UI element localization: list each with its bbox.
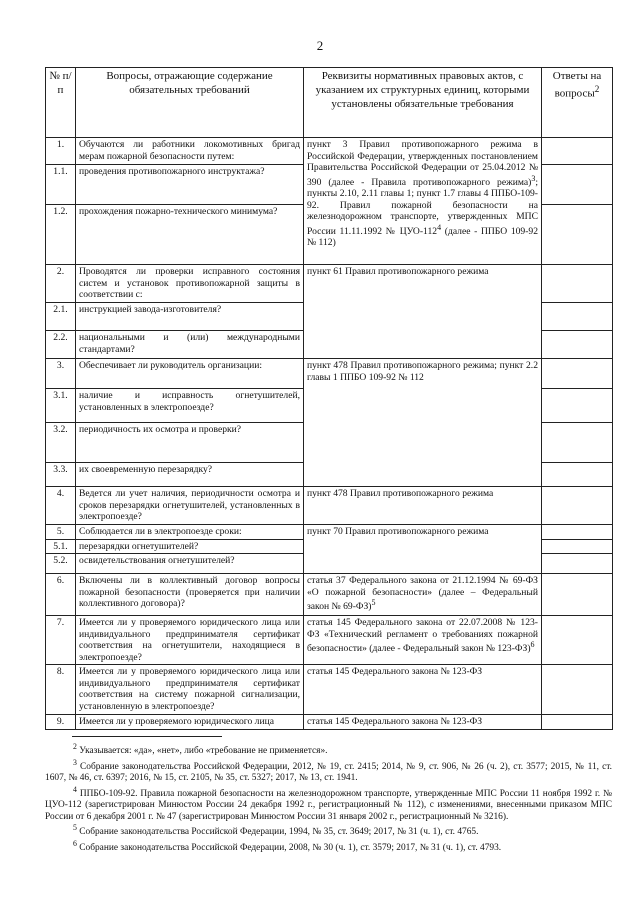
footnote-text: Собрание законодательства Российской Федерации, 2008, № 30 (ч. 1), ст. 3579; 2017, № 31 (ч. 1), ст. 4793. xyxy=(76,842,502,853)
footnote-ref: 3 xyxy=(531,173,536,183)
row-question: Имеется ли у проверяемого юридического лица xyxy=(76,715,304,730)
row-number: 6. xyxy=(46,574,76,616)
row-number: 9. xyxy=(46,715,76,730)
row-question: Обеспечивает ли руководитель организации: xyxy=(76,359,304,389)
footnote xyxy=(45,839,612,855)
answer-cell[interactable] xyxy=(542,331,613,359)
requisites-cell xyxy=(304,616,542,665)
row-number: 3.2. xyxy=(46,423,76,463)
row-number: 3.1. xyxy=(46,389,76,423)
header-requisites: Реквизиты нормативных правовых актов, с указанием их структурных единиц, которыми установлены обязательные требования xyxy=(304,68,542,138)
footnote-ref: 2 xyxy=(594,83,600,94)
answer-cell[interactable] xyxy=(542,165,613,205)
row-question: Включены ли в коллективный договор вопросы пожарной безопасности (проверяется при наличии коллективного договора)? xyxy=(76,574,304,616)
footnote-text: ППБО-109-92. Правила пожарной безопасности на железнодорожном транспорте, утвержденные МПС России 11 ноября 1992 г. № ЦУО-112 (зарегистрирован Минюстом России 24 декабря 1992 г., регистрационный № 112), с изменениями, внесенными приказом МПС России от 6 декабря 2001 г. № 47 (зарегистрирован Минюстом России 31 января 2002 г., регистрационный № 3216). xyxy=(45,788,612,822)
footnote-text: Собрание законодательства Российской Федерации, 2012, № 19, ст. 2415; 2014, № 9, ст. 906, № 26 (ч. 2), ст. 3577; 2015, № 11, ст. 1607, № 46, ст. 6397; 2016, № 15, ст. 2105, № 35, ст. 5327; 2017, № 13, ст. 1941. xyxy=(45,761,612,784)
requisites-text: пункт 3 Правил противопожарного режима в Российской Федерации, утвержденных постановлением Правительства Российской Федерации от 25.04.2012 № 390 (далее - Правила противопожарного режима) xyxy=(307,139,538,188)
answer-cell[interactable] xyxy=(542,574,613,616)
table-row xyxy=(46,665,613,715)
requisites-cell: пункт 478 Правил противопожарного режима; пункт 2.2 главы 1 ППБО 109-92 № 112 xyxy=(304,359,542,487)
requisites-text: статья 145 Федерального закона от 22.07.2008 № 123-ФЗ «Технический регламент о требованиях пожарной безопасности» (далее - Федеральный закон № 123-ФЗ) xyxy=(307,617,538,655)
answer-cell[interactable] xyxy=(542,463,613,487)
row-number: 1.2. xyxy=(46,205,76,265)
table-row xyxy=(46,616,613,665)
row-number: 2.1. xyxy=(46,303,76,331)
requisites-cell xyxy=(304,138,542,265)
requisites-cell: пункт 478 Правил противопожарного режима xyxy=(304,487,542,525)
header-answers-text: Ответы на вопросы xyxy=(552,70,602,100)
row-question: Проводятся ли проверки исправного состояния систем и установок противопожарной защиты в соответствии с: xyxy=(76,265,304,303)
row-number: 4. xyxy=(46,487,76,525)
answer-cell[interactable] xyxy=(542,303,613,331)
row-number: 5.2. xyxy=(46,554,76,574)
row-question: их своевременную перезарядку? xyxy=(76,463,304,487)
row-number: 2. xyxy=(46,265,76,303)
requisites-cell: пункт 70 Правил противопожарного режима xyxy=(304,525,542,574)
header-question: Вопросы, отражающие содержание обязательных требований xyxy=(76,68,304,138)
row-number: 1.1. xyxy=(46,165,76,205)
row-number: 5.1. xyxy=(46,539,76,554)
table-row xyxy=(46,715,613,730)
requisites-cell: статья 145 Федерального закона № 123-ФЗ xyxy=(304,715,542,730)
row-number: 5. xyxy=(46,525,76,540)
row-question: освидетельствования огнетушителей? xyxy=(76,554,304,574)
answer-cell[interactable] xyxy=(542,205,613,265)
row-question: проведения противопожарного инструктажа? xyxy=(76,165,304,205)
row-number: 8. xyxy=(46,665,76,715)
row-question: наличие и исправность огнетушителей, установленных в электропоезде? xyxy=(76,389,304,423)
row-number: 1. xyxy=(46,138,76,165)
requirements-table xyxy=(45,67,613,730)
answer-cell[interactable] xyxy=(542,554,613,574)
row-number: 3. xyxy=(46,359,76,389)
table-row xyxy=(46,359,613,389)
requisites-cell: пункт 61 Правил противопожарного режима xyxy=(304,265,542,359)
page-number: 2 xyxy=(316,38,324,53)
row-question: Ведется ли учет наличия, периодичности осмотра и сроков перезарядки огнетушителей, установленных в электропоезде? xyxy=(76,487,304,525)
answer-cell[interactable] xyxy=(542,138,613,165)
answer-cell[interactable] xyxy=(542,539,613,554)
footnote xyxy=(45,758,612,785)
table-row xyxy=(46,525,613,540)
footnote xyxy=(45,742,612,758)
answer-cell[interactable] xyxy=(542,389,613,423)
footnote-text: Указывается: «да», «нет», либо «требование не применяется». xyxy=(76,746,328,757)
answer-cell[interactable] xyxy=(542,525,613,540)
table-header-row xyxy=(46,68,613,138)
footnote-mark: 6 xyxy=(73,838,77,848)
footnote-mark: 3 xyxy=(73,757,77,767)
table-row xyxy=(46,487,613,525)
footnote-ref: 6 xyxy=(530,640,535,649)
row-question: прохождения пожарно-технического минимума? xyxy=(76,205,304,265)
answer-cell[interactable] xyxy=(542,487,613,525)
row-number: 3.3. xyxy=(46,463,76,487)
row-number: 2.2. xyxy=(46,331,76,359)
requisites-cell: статья 145 Федерального закона № 123-ФЗ xyxy=(304,665,542,715)
answer-cell[interactable] xyxy=(542,359,613,389)
header-answers xyxy=(542,68,613,138)
row-question: перезарядки огнетушителей? xyxy=(76,539,304,554)
footnote-mark: 5 xyxy=(73,823,77,833)
table-row xyxy=(46,265,613,303)
footnote-divider xyxy=(72,736,222,737)
requisites-cell xyxy=(304,574,542,616)
row-question: Имеется ли у проверяемого юридического лица или индивидуального предпринимателя сертификат соответствия на систему пожарной сигнализации, установленную в электропоезде? xyxy=(76,665,304,715)
answer-cell[interactable] xyxy=(542,616,613,665)
footnote xyxy=(45,823,612,839)
footnote-ref: 5 xyxy=(371,598,376,607)
footnote xyxy=(45,785,612,824)
footnote-mark: 2 xyxy=(73,742,77,751)
footnotes xyxy=(45,742,612,854)
answer-cell[interactable] xyxy=(542,423,613,463)
row-number: 7. xyxy=(46,616,76,665)
requisites-text: статья 37 Федерального закона от 21.12.1994 № 69-ФЗ «О пожарной безопасности» (далее – Федеральный закон № 69-ФЗ) xyxy=(307,575,538,613)
answer-cell[interactable] xyxy=(542,715,613,730)
row-question: Имеется ли у проверяемого юридического лица или индивидуального предпринимателя сертификат соответствия на огнетушители, находящиеся в электропоезде? xyxy=(76,616,304,665)
requisites-text: (далее - ППБО 109-92 № 112) xyxy=(307,225,538,249)
answer-cell[interactable] xyxy=(542,665,613,715)
answer-cell[interactable] xyxy=(542,265,613,303)
row-question: Обучаются ли работники локомотивных бригад мерам пожарной безопасности путем: xyxy=(76,138,304,165)
row-question: инструкцией завода-изготовителя? xyxy=(76,303,304,331)
table-row xyxy=(46,138,613,165)
table-row xyxy=(46,574,613,616)
row-question: национальными и (или) международными стандартами? xyxy=(76,331,304,359)
footnote-text: Собрание законодательства Российской Федерации, 1994, № 35, ст. 3649; 2017, № 31 (ч. 1), ст. 4765. xyxy=(76,827,479,838)
footnote-ref: 4 xyxy=(437,222,442,232)
row-question: Соблюдается ли в электропоезде сроки: xyxy=(76,525,304,540)
row-question: периодичность их осмотра и проверки? xyxy=(76,423,304,463)
footnote-mark: 4 xyxy=(73,784,77,794)
header-number: № п/п xyxy=(46,68,76,138)
requisites-text: ; пункты 2.10, 2.11 главы 1; пункт 1.7 главы 4 ППБО-109-92. Правил пожарной безопасности на железнодорожном транспорте, утвержденных МПС России 11.11.1992 № ЦУО-112 xyxy=(307,176,538,237)
